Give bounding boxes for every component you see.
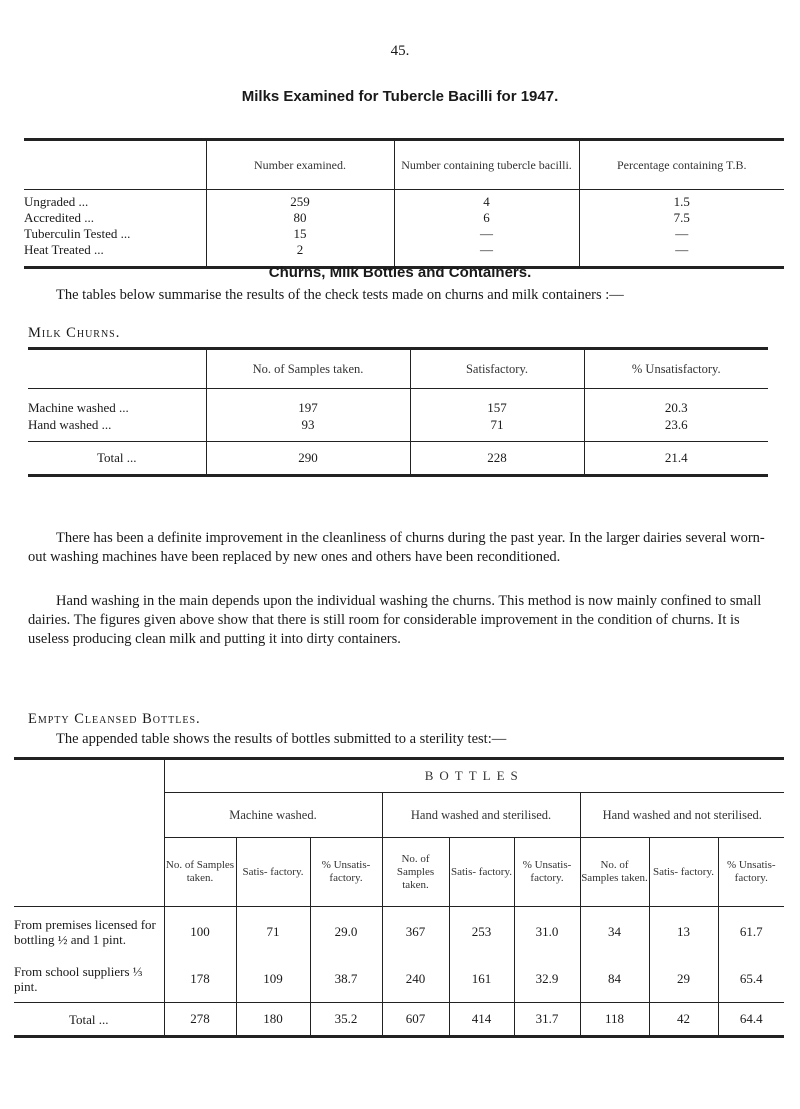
table-cell: 93 <box>206 416 410 442</box>
row-label: Accredited ... <box>24 210 95 225</box>
table-cell: 84 <box>580 957 649 1003</box>
table-cell: 290 <box>206 442 410 476</box>
header-cell: % Unsatis- factory. <box>514 838 580 907</box>
table-cell: 178 <box>164 957 236 1003</box>
table-cell: 109 <box>236 957 310 1003</box>
table-cell: 29 <box>649 957 718 1003</box>
table-cell: 118 <box>580 1003 649 1037</box>
table-cell: 1.5 <box>579 190 784 211</box>
churns-table <box>28 347 768 477</box>
table-cell: 15 <box>206 226 394 242</box>
group-hand-washed-not-sterilised: Hand washed and not sterilised. <box>580 793 784 838</box>
table-cell: — <box>579 226 784 242</box>
total-row <box>28 442 768 476</box>
bottles-table <box>14 757 784 1038</box>
table-cell: 64.4 <box>718 1003 784 1037</box>
header-cell: No. of Samples taken. <box>164 838 236 907</box>
bottles-subheading: Empty Cleansed Bottles. <box>28 711 201 727</box>
row-label: Heat Treated ... <box>24 242 104 257</box>
table-row <box>14 957 784 1003</box>
header-cell: Satis- factory. <box>449 838 514 907</box>
total-row <box>14 1003 784 1037</box>
milk-churns-subheading: Milk Churns. <box>28 325 121 341</box>
table-cell: 35.2 <box>310 1003 382 1037</box>
header-cell: Number examined. <box>206 140 394 190</box>
table-row <box>28 389 768 417</box>
group-machine-washed: Machine washed. <box>164 793 382 838</box>
table-cell: 2 <box>206 242 394 268</box>
table-cell: — <box>394 226 579 242</box>
table-cell: 259 <box>206 190 394 211</box>
table-cell: 71 <box>410 416 584 442</box>
table-cell: 23.6 <box>584 416 768 442</box>
row-label: Machine washed ... <box>28 399 129 415</box>
table-cell: 197 <box>206 389 410 417</box>
table-cell: 21.4 <box>584 442 768 476</box>
header-cell: Satis- factory. <box>236 838 310 907</box>
header-cell: No. of Samples taken. <box>206 349 410 389</box>
milks-heading: Milks Examined for Tubercle Bacilli for 1947. <box>241 88 559 105</box>
group-hand-washed-sterilised: Hand washed and sterilised. <box>382 793 580 838</box>
table-cell: 4 <box>394 190 579 211</box>
header-cell: Number containing tubercle bacilli. <box>394 140 579 190</box>
table-cell: 29.0 <box>310 907 382 957</box>
churns-intro: The tables below summarise the results of the check tests made on churns and milk containers :— <box>56 287 624 303</box>
header-cell: % Unsatis- factory. <box>310 838 382 907</box>
table-cell: 180 <box>236 1003 310 1037</box>
table-cell: 6 <box>394 210 579 226</box>
table-cell: 228 <box>410 442 584 476</box>
table-cell: 31.7 <box>514 1003 580 1037</box>
table-cell: 32.9 <box>514 957 580 1003</box>
table-cell: 157 <box>410 389 584 417</box>
table-cell: 71 <box>236 907 310 957</box>
churns-paragraph-2: Hand washing in the main depends upon the individual washing the churns. This method is now mainly confined to small dairies. The figures given above show that there is still room for considerable improvement in the condition of churns. It is useless producing clean milk and putting it into dirty containers. <box>28 593 762 647</box>
table-header-row <box>24 140 784 190</box>
header-cell: Satis- factory. <box>649 838 718 907</box>
milks-table <box>24 138 784 269</box>
table-row <box>24 190 784 211</box>
header-cell: % Unsatisfactory. <box>584 349 768 389</box>
table-cell: 38.7 <box>310 957 382 1003</box>
row-label: Tuberculin Tested ... <box>24 226 131 241</box>
table-cell: 367 <box>382 907 449 957</box>
table-row <box>24 226 784 242</box>
churns-paragraph-1: There has been a definite improvement in the cleanliness of churns during the past year. In the larger dairies several worn-out washing machines have been replaced by new ones and others have been reconditioned. <box>28 530 765 565</box>
header-blank <box>14 759 164 907</box>
row-label: Total ... <box>28 442 206 476</box>
row-label: From premises licensed for bottling ½ and 1 pint. <box>14 916 156 947</box>
row-label: Total ... <box>14 1003 164 1037</box>
table-cell: 607 <box>382 1003 449 1037</box>
header-cell: Percentage containing T.B. <box>579 140 784 190</box>
table-cell: 253 <box>449 907 514 957</box>
table-cell: — <box>394 242 579 268</box>
table-row <box>28 416 768 442</box>
table-cell: 278 <box>164 1003 236 1037</box>
table-row <box>24 210 784 226</box>
table-cell: 414 <box>449 1003 514 1037</box>
header-cell: Satisfactory. <box>410 349 584 389</box>
row-label: Ungraded ... <box>24 194 89 209</box>
header-cell: No. of Samples taken. <box>580 838 649 907</box>
table-cell: — <box>579 242 784 268</box>
table-header-row <box>28 349 768 389</box>
table-cell: 13 <box>649 907 718 957</box>
header-cell: % Unsatis- factory. <box>718 838 784 907</box>
table-cell: 20.3 <box>584 389 768 417</box>
table-cell: 100 <box>164 907 236 957</box>
header-cell: No. of Samples taken. <box>382 838 449 907</box>
table-cell: 65.4 <box>718 957 784 1003</box>
bottles-banner-row <box>14 759 784 793</box>
table-cell: 61.7 <box>718 907 784 957</box>
row-label: Hand washed ... <box>28 416 112 432</box>
header-blank <box>24 140 206 190</box>
table-cell: 42 <box>649 1003 718 1037</box>
bottles-intro: The appended table shows the results of bottles submitted to a sterility test:— <box>56 731 507 747</box>
table-cell: 7.5 <box>579 210 784 226</box>
table-cell: 240 <box>382 957 449 1003</box>
churns-heading: Churns, Milk Bottles and Containers. <box>268 264 532 281</box>
table-cell: 80 <box>206 210 394 226</box>
page-number: 45. <box>390 43 410 59</box>
row-label: From school suppliers ⅓ pint. <box>14 964 143 995</box>
header-blank <box>28 349 206 389</box>
table-cell: 31.0 <box>514 907 580 957</box>
table-cell: 161 <box>449 957 514 1003</box>
bottles-banner: BOTTLES <box>164 759 784 793</box>
table-row <box>14 907 784 957</box>
table-cell: 34 <box>580 907 649 957</box>
